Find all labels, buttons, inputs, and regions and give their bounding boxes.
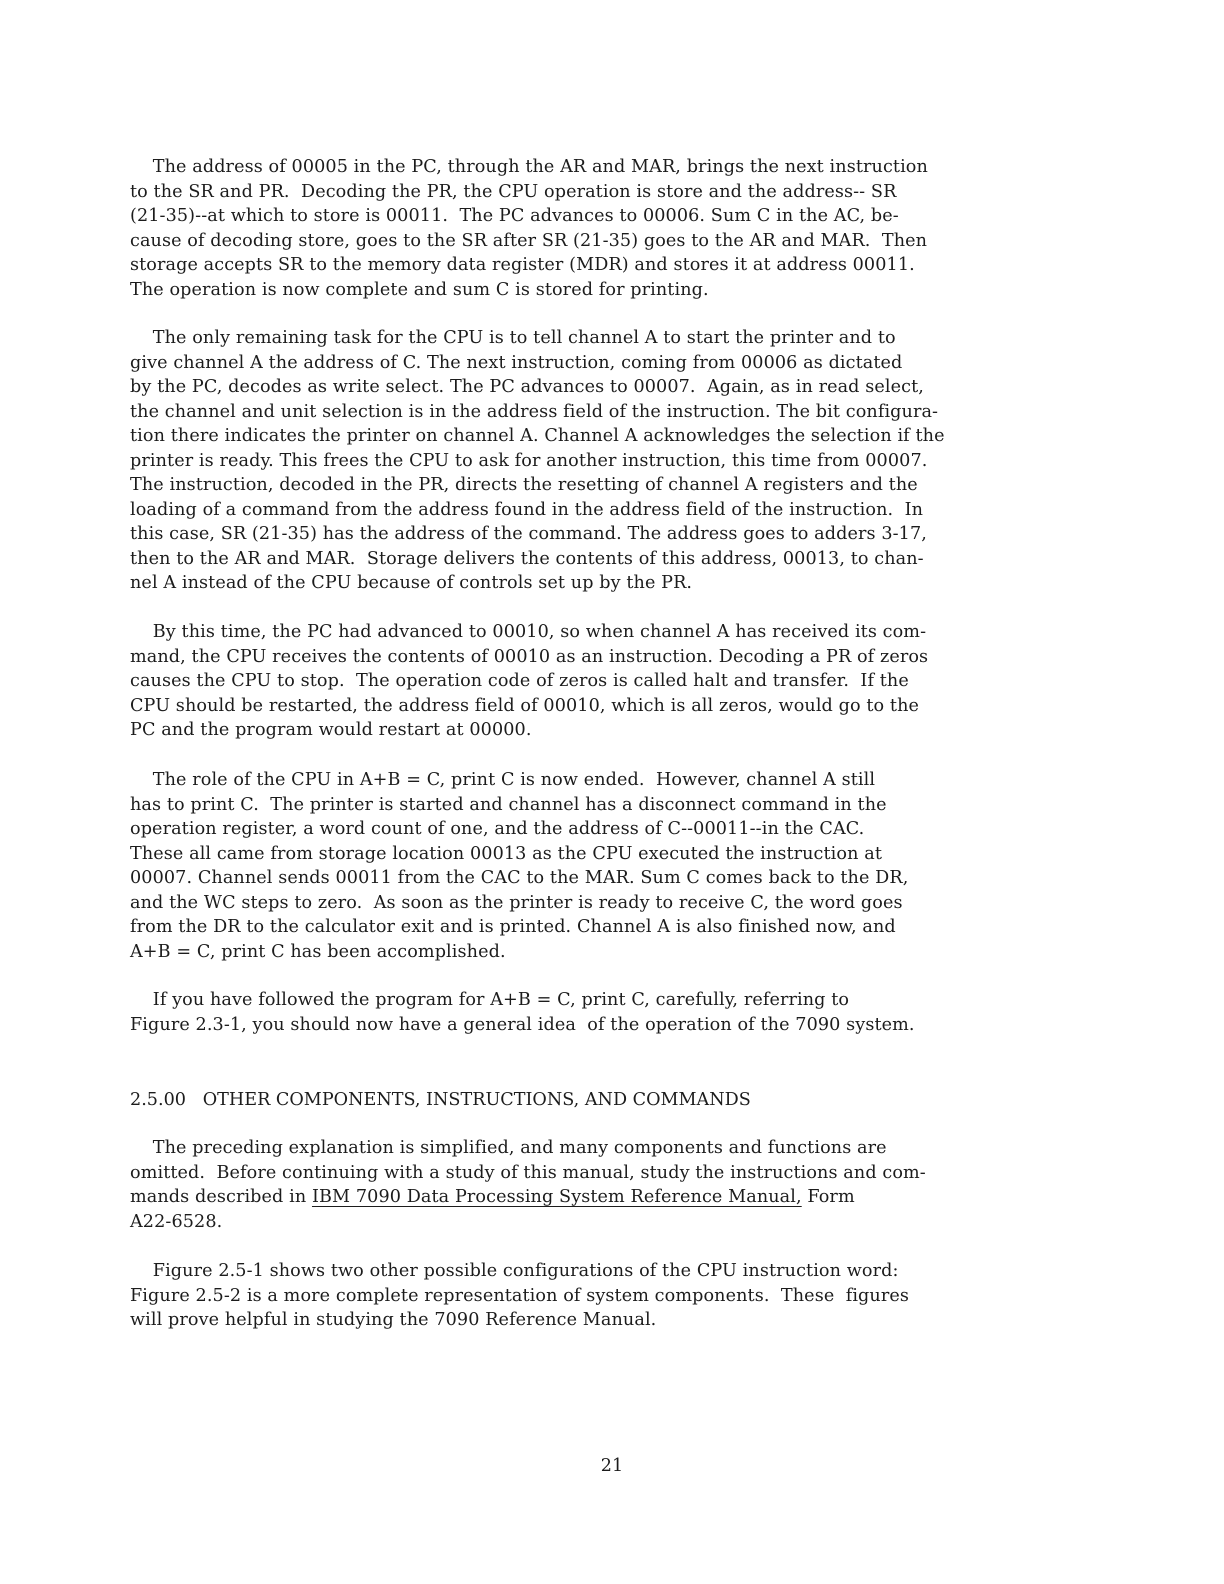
text-line: the channel and unit selection is in the address field of the instruction. The bit configura-: [130, 401, 939, 422]
text-line: give channel A the address of C. The next instruction, coming from 00006 as dictated: [130, 352, 903, 373]
text-line: The address of 00005 in the PC, through the AR and MAR, brings the next instruction: [130, 157, 928, 177]
paragraph-4: [130, 768, 1010, 964]
text-line: (21-35)--at which to store is 00011. The PC advances to 00006. Sum C in the AC, be-: [130, 206, 899, 226]
text-line: loading of a command from the address found in the address field of the instruction. In: [130, 499, 924, 520]
text-line: causes the CPU to stop. The operation code of zeros is called halt and transfer. If the: [130, 671, 909, 691]
text-line: A22-6528.: [130, 1211, 223, 1232]
section-heading: 2.5.00 OTHER COMPONENTS, INSTRUCTIONS, AND COMMANDS: [130, 1090, 751, 1110]
paragraph-6: [130, 1136, 1010, 1234]
text-line: 00007. Channel sends 00011 from the CAC to the MAR. Sum C comes back to the DR,: [130, 868, 909, 888]
paragraph-2: [130, 326, 1010, 596]
text-line: These all came from storage location 00013 as the CPU executed the instruction at: [130, 843, 882, 864]
text-line: omitted. Before continuing with a study of this manual, study the instructions and com-: [130, 1162, 926, 1183]
paragraph-1: [130, 155, 1010, 302]
text-line: CPU should be restarted, the address field of 00010, which is all zeros, would go to the: [130, 695, 920, 716]
text-line: By this time, the PC had advanced to 00010, so when channel A has received its com-: [130, 622, 927, 642]
text-line: The only remaining task for the CPU is to tell channel A to start the printer and to: [130, 328, 896, 348]
text-line: from the DR to the calculator exit and is printed. Channel A is also finished now, and: [130, 917, 896, 937]
text-line: The role of the CPU in A+B = C, print C is now ended. However, channel A still: [130, 770, 876, 790]
page-number: 21: [600, 1456, 624, 1476]
text-line: and the WC steps to zero. As soon as the printer is ready to receive C, the word goes: [130, 892, 903, 913]
text-line: printer is ready. This frees the CPU to ask for another instruction, this time from 00007.: [130, 450, 928, 471]
text-line: mand, the CPU receives the contents of 00010 as an instruction. Decoding a PR of zeros: [130, 646, 929, 667]
paragraph-3: [130, 620, 1010, 743]
text-line: operation register, a word count of one, and the address of C--00011--in the CAC.: [130, 819, 865, 839]
reference-manual-title: IBM 7090 Data Processing System Reference Manual,: [311, 1187, 802, 1207]
text-line: Figure 2.3-1, you should now have a general idea of the operation of the 7090 system.: [130, 1014, 915, 1035]
text-line: The instruction, decoded in the PR, directs the resetting of channel A registers and the: [130, 475, 918, 495]
text-line: cause of decoding store, goes to the SR after SR (21-35) goes to the AR and MAR. Then: [130, 230, 928, 251]
text-line: If you have followed the program for A+B = C, print C, carefully, referring to: [130, 990, 850, 1010]
text-line-with-reference: [130, 1185, 1010, 1210]
text-line: to the SR and PR. Decoding the PR, the CPU operation is store and the address-- SR: [130, 181, 897, 202]
text-line: this case, SR (21-35) has the address of the command. The address goes to adders 3-17,: [130, 524, 927, 544]
paragraph-5: [130, 988, 1010, 1037]
text-line: then to the AR and MAR. Storage delivers the contents of this address, 00013, to chan-: [130, 548, 924, 569]
text-line: The preceding explanation is simplified, and many components and functions are: [130, 1138, 887, 1158]
text-line: storage accepts SR to the memory data register (MDR) and stores it at address 00011.: [130, 255, 915, 275]
text-fragment: mands described in: [130, 1187, 312, 1207]
text-line: tion there indicates the printer on channel A. Channel A acknowledges the selection if the: [130, 426, 945, 446]
text-line: will prove helpful in studying the 7090 Reference Manual.: [130, 1310, 657, 1330]
text-line: PC and the program would restart at 00000.: [130, 720, 532, 740]
paragraph-7: [130, 1259, 1010, 1333]
text-line: A+B = C, print C has been accomplished.: [130, 941, 506, 962]
text-line: Figure 2.5-2 is a more complete representation of system components. These figures: [130, 1285, 910, 1306]
text-line: has to print C. The printer is started and channel has a disconnect command in the: [130, 794, 887, 815]
text-line: The operation is now complete and sum C is stored for printing.: [130, 279, 709, 300]
text-line: by the PC, decodes as write select. The PC advances to 00007. Again, as in read select,: [130, 377, 924, 397]
text-line: nel A instead of the CPU because of controls set up by the PR.: [130, 573, 693, 593]
text-line: Figure 2.5-1 shows two other possible configurations of the CPU instruction word:: [130, 1261, 899, 1281]
text-fragment: Form: [801, 1187, 855, 1207]
